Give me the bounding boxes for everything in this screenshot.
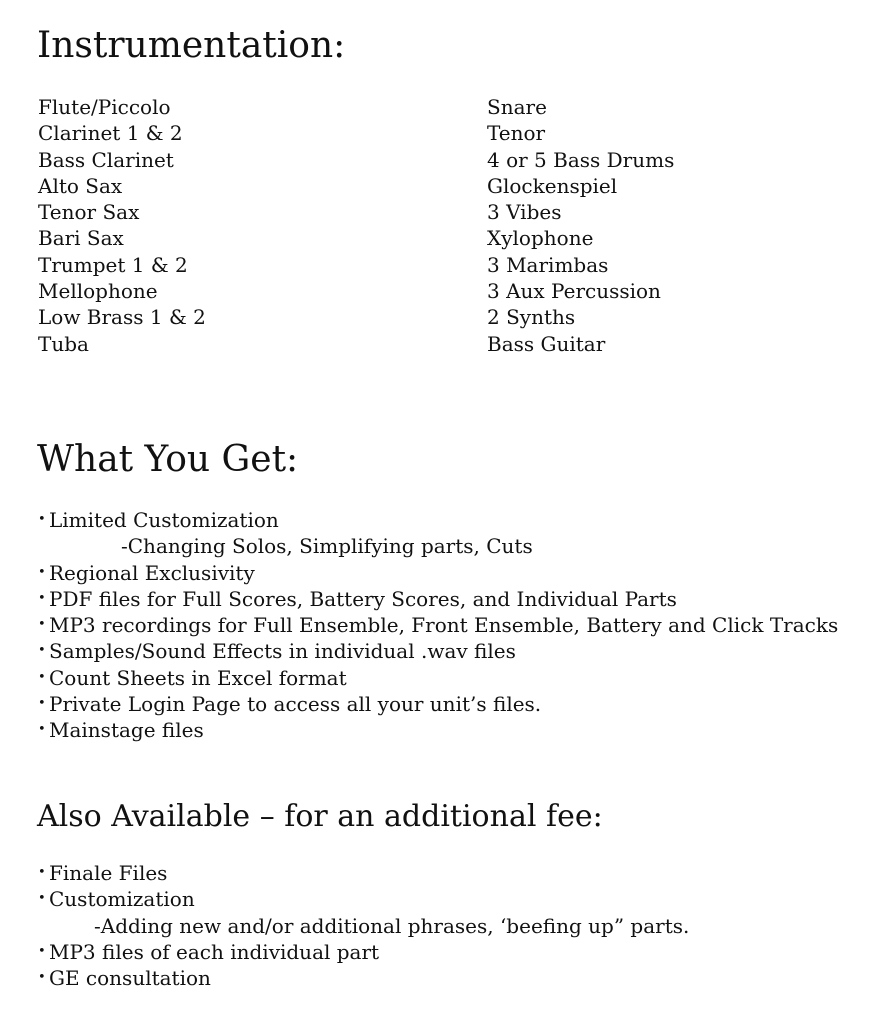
bullet-icon: • xyxy=(38,590,46,606)
list-item: • Finale Files xyxy=(38,861,168,885)
list-item: Xylophone xyxy=(487,226,594,251)
what-you-get-list xyxy=(38,507,838,744)
list-item: • Private Login Page to access all your unit’s files. xyxy=(38,692,542,717)
instrumentation-heading: Instrumentation: xyxy=(37,25,346,66)
sub-list-item: -Changing Solos, Simplifying parts, Cuts xyxy=(121,534,533,559)
list-item: 3 Marimbas xyxy=(487,252,609,277)
list-item: • Customization xyxy=(38,887,195,912)
bullet-icon: • xyxy=(38,564,46,580)
list-item: Flute/Piccolo xyxy=(38,95,171,119)
list-item: Tuba xyxy=(38,331,89,356)
bullet-icon: • xyxy=(38,722,46,738)
list-item: Clarinet 1 & 2 xyxy=(38,121,183,146)
list-item: Glockenspiel xyxy=(487,173,618,198)
list-item: Trumpet 1 & 2 xyxy=(38,252,188,277)
bullet-icon: • xyxy=(38,891,46,907)
list-item: Low Brass 1 & 2 xyxy=(38,305,206,330)
list-item: Bass Guitar xyxy=(487,331,606,356)
bullet-icon: • xyxy=(38,669,46,685)
bullet-icon: • xyxy=(38,865,46,880)
instrumentation-winds-list xyxy=(38,94,206,357)
list-item: • Samples/Sound Effects in individual .wav files xyxy=(38,639,516,664)
sub-list-item: -Adding new and/or additional phrases, ‘beefing up” parts. xyxy=(94,913,690,938)
list-item: • PDF files for Full Scores, Battery Scores, and Individual Parts xyxy=(38,586,677,611)
list-item: • Count Sheets in Excel format xyxy=(38,665,347,690)
list-item: Snare xyxy=(487,95,547,119)
bullet-icon: • xyxy=(38,643,46,659)
bullet-icon: • xyxy=(38,943,46,959)
list-item: Tenor Sax xyxy=(38,200,140,225)
instrumentation-percussion-list xyxy=(487,94,674,357)
list-item: 3 Vibes xyxy=(487,200,562,225)
bullet-icon: • xyxy=(38,970,46,986)
list-item: • MP3 files of each individual part xyxy=(38,939,380,964)
list-item: 4 or 5 Bass Drums xyxy=(487,147,675,172)
list-item: • Regional Exclusivity xyxy=(38,560,255,585)
list-item: Mellophone xyxy=(38,279,158,304)
list-item: • Limited Customization xyxy=(38,508,279,532)
also-available-list xyxy=(38,860,689,991)
what-you-get-heading: What You Get: xyxy=(37,439,299,480)
list-item: • MP3 recordings for Full Ensemble, Front Ensemble, Battery and Click Tracks xyxy=(38,613,839,638)
list-item: Tenor xyxy=(487,121,546,146)
list-item: Alto Sax xyxy=(38,173,123,198)
list-item: 2 Synths xyxy=(487,305,576,330)
bullet-icon: • xyxy=(38,512,46,527)
bullet-icon: • xyxy=(38,696,46,712)
list-item: Bari Sax xyxy=(38,226,124,251)
bullet-icon: • xyxy=(38,617,46,633)
list-item: • Mainstage files xyxy=(38,718,204,743)
list-item: 3 Aux Percussion xyxy=(487,279,661,304)
list-item: • GE consultation xyxy=(38,966,211,991)
also-available-heading: Also Available – for an additional fee: xyxy=(37,799,603,834)
list-item: Bass Clarinet xyxy=(38,147,174,172)
